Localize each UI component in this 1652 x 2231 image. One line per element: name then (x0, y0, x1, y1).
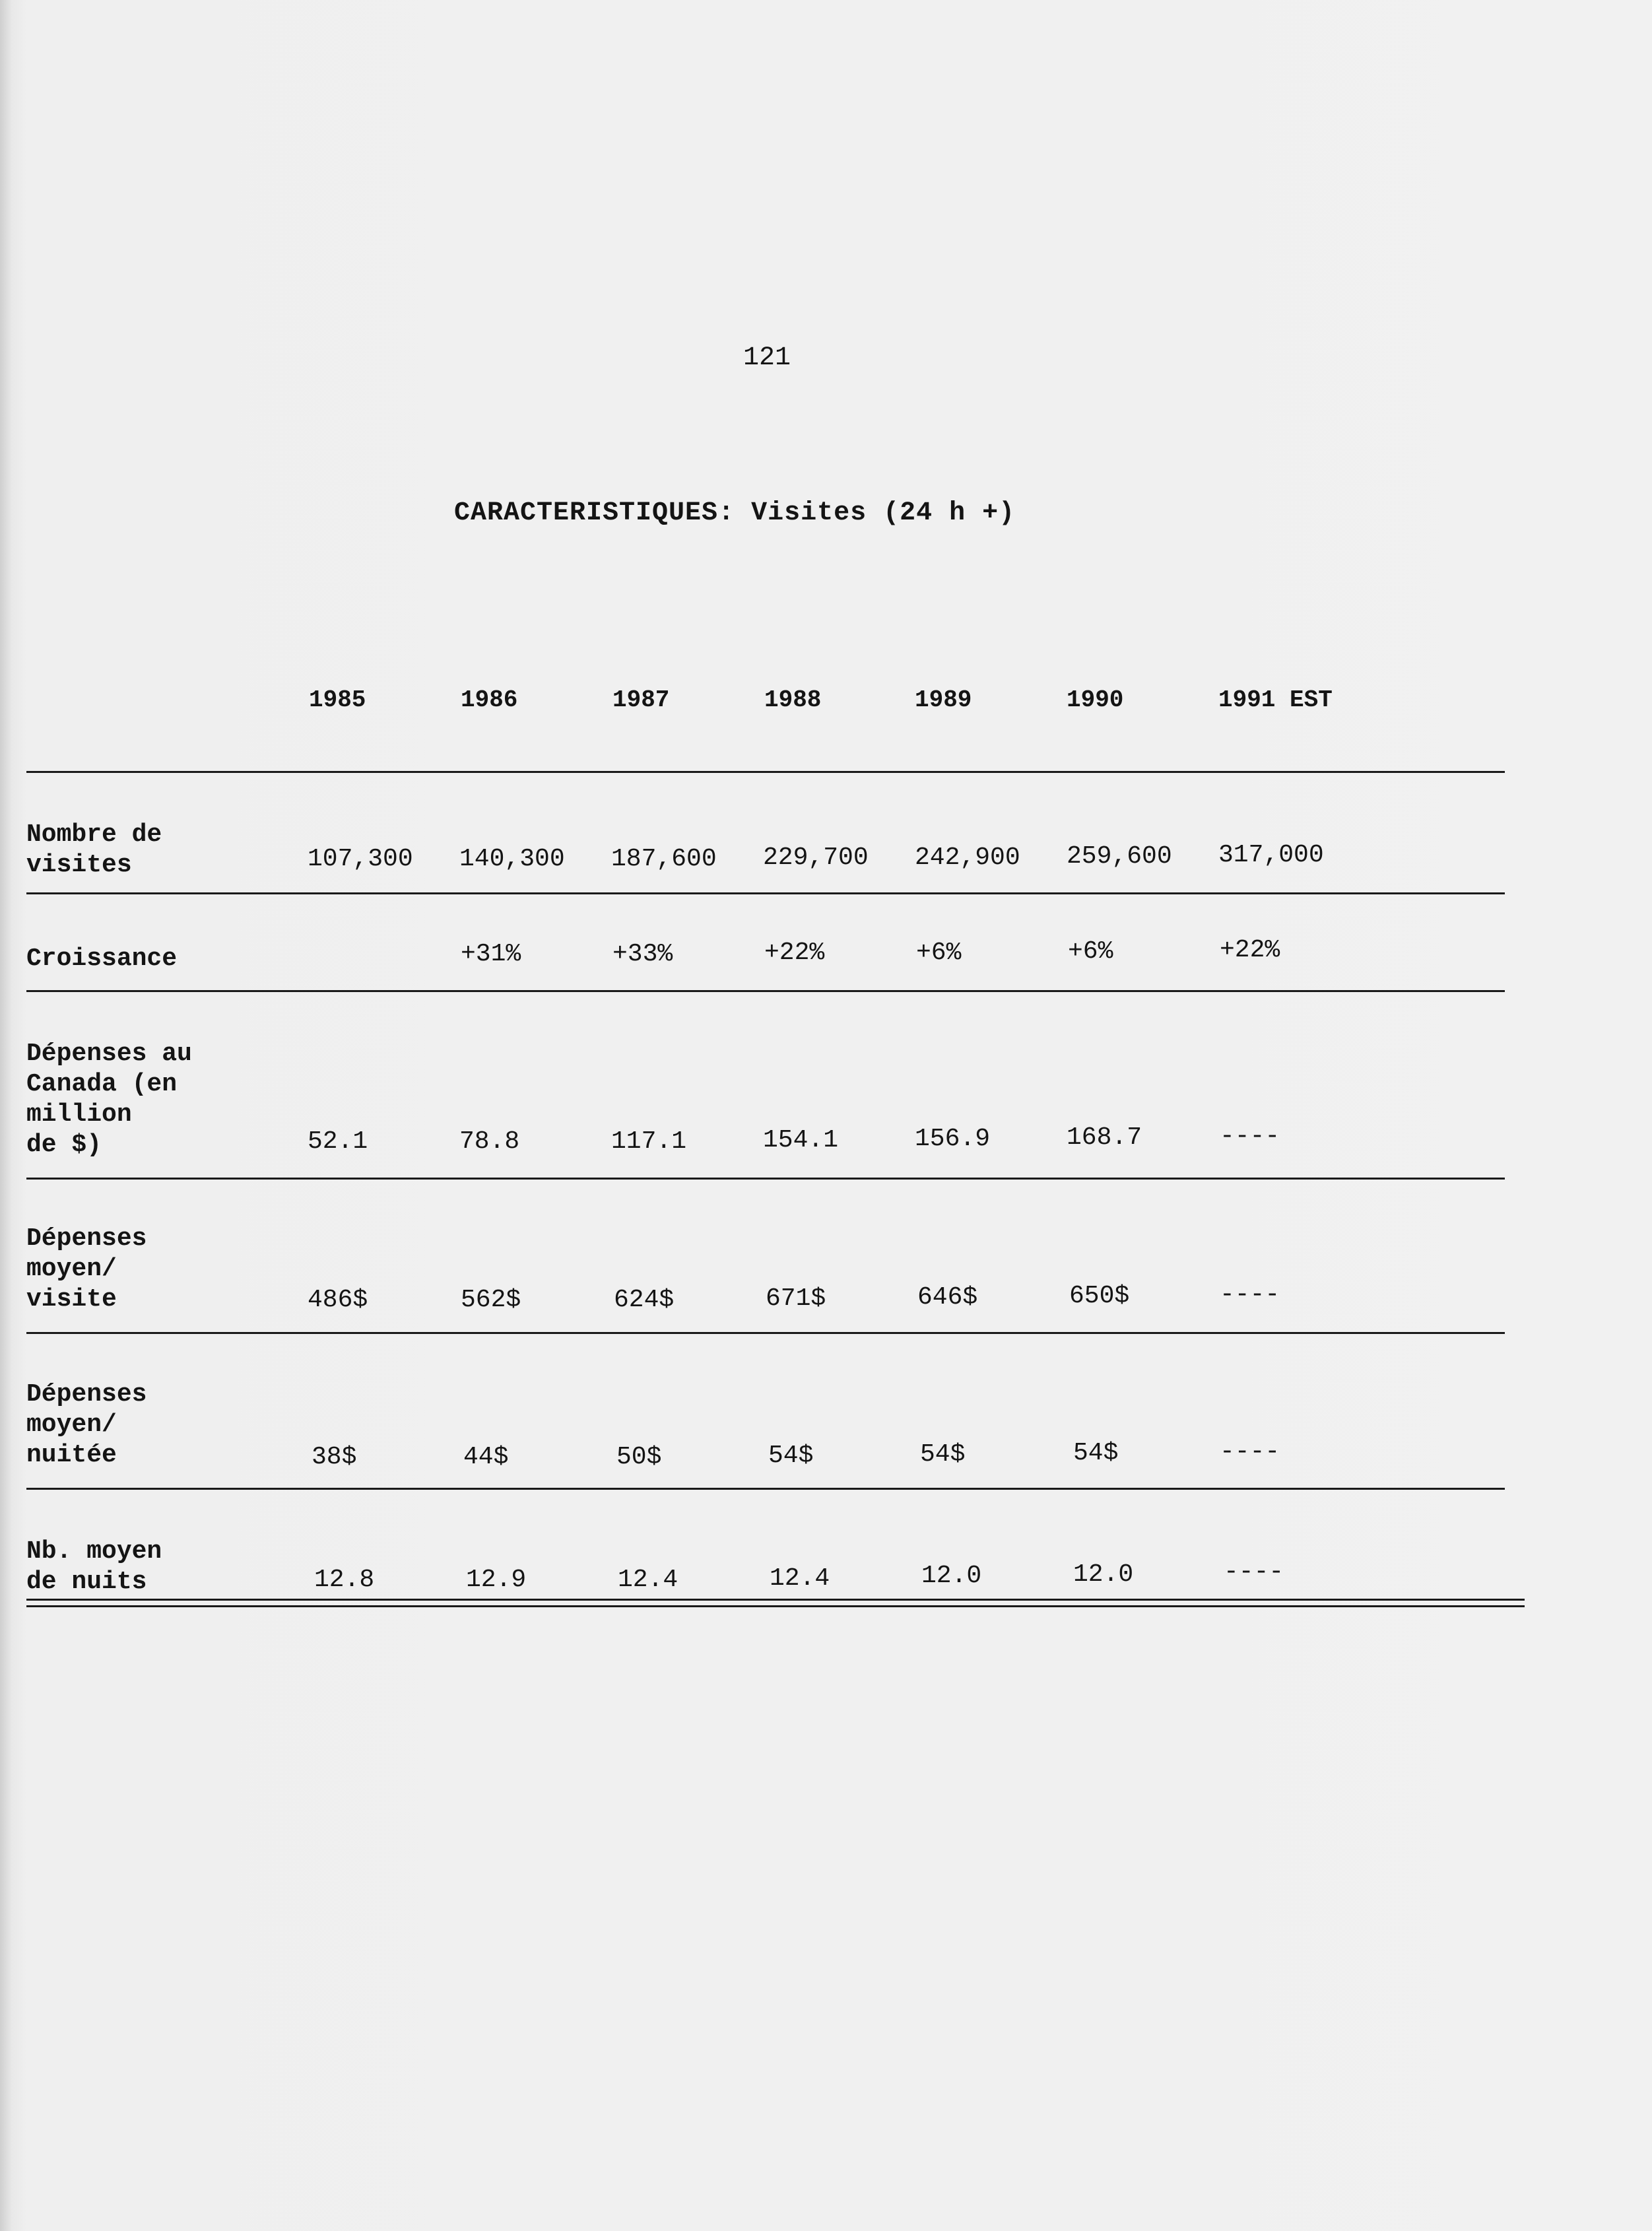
table-cell: +22% (764, 939, 825, 967)
col-header-1987: 1987 (612, 686, 670, 714)
table-cell: 117.1 (611, 1127, 687, 1156)
col-header-1989: 1989 (915, 686, 972, 714)
page-number: 121 (743, 343, 791, 373)
table-cell: +6% (916, 939, 962, 967)
table-cell: 38$ (312, 1443, 357, 1471)
row-label-depenses-canada: Dépenses au Canada (en million de $) (26, 1040, 192, 1159)
row-label-nb-nuits: Nb. moyen de nuits (26, 1537, 162, 1596)
table-cell: 650$ (1069, 1282, 1130, 1310)
row-rule (26, 892, 1505, 894)
table-cell: +33% (612, 940, 673, 968)
table-cell: 187,600 (611, 845, 717, 873)
table-cell: 646$ (917, 1283, 978, 1312)
table-cell: 259,600 (1067, 842, 1172, 871)
table-bottom-rule (26, 1599, 1525, 1601)
table-cell: ---- (1224, 1558, 1284, 1586)
table-cell: 50$ (616, 1443, 662, 1471)
table-cell: 54$ (1073, 1439, 1119, 1467)
table-cell: 107,300 (308, 845, 413, 873)
col-header-1988: 1988 (764, 686, 822, 714)
table-cell: 671$ (766, 1284, 826, 1313)
table-cell: 54$ (768, 1442, 814, 1470)
row-label-croissance: Croissance (26, 945, 178, 973)
table-cell: 229,700 (763, 844, 869, 872)
table-cell: 12.8 (314, 1566, 375, 1594)
row-rule (26, 990, 1505, 992)
table-cell: 486$ (308, 1286, 368, 1314)
table-cell: 154.1 (763, 1126, 839, 1154)
table-cell: 12.4 (770, 1564, 830, 1593)
row-rule (26, 1332, 1505, 1334)
row-rule (26, 1488, 1505, 1490)
row-label-depenses-visite: Dépenses moyen/ visite (26, 1224, 147, 1314)
table-cell: +6% (1068, 937, 1113, 966)
header-rule (26, 771, 1505, 773)
table-cell: 54$ (920, 1440, 966, 1469)
table-cell: ---- (1220, 1281, 1280, 1309)
table-cell: 140,300 (459, 845, 565, 873)
table-cell: 12.0 (921, 1562, 982, 1590)
table-cell: 242,900 (915, 844, 1020, 872)
table-cell: 12.9 (466, 1566, 527, 1594)
row-label-visites: Nombre de visites (26, 820, 162, 879)
table-cell: 562$ (461, 1286, 521, 1314)
table-cell: 78.8 (459, 1127, 520, 1156)
col-header-1990: 1990 (1067, 686, 1124, 714)
table-cell: ---- (1220, 1438, 1280, 1466)
table-cell: 624$ (614, 1286, 675, 1314)
table-bottom-rule (26, 1605, 1525, 1607)
table-cell: 168.7 (1067, 1123, 1142, 1152)
col-header-1991-est: 1991 EST (1218, 686, 1333, 714)
table-cell: +22% (1220, 936, 1280, 964)
table-cell: +31% (461, 940, 521, 968)
table-cell: 317,000 (1218, 841, 1324, 869)
row-label-depenses-nuitee: Dépenses moyen/ nuitée (26, 1380, 147, 1469)
table-title: CARACTERISTIQUES: Visites (24 h +) (454, 498, 1016, 528)
table-cell: 12.0 (1073, 1560, 1134, 1589)
table-cell: 12.4 (618, 1566, 678, 1594)
table-cell: 156.9 (915, 1125, 991, 1153)
col-header-1985: 1985 (309, 686, 366, 714)
table-cell: 44$ (463, 1443, 509, 1471)
table-cell: 52.1 (308, 1127, 368, 1156)
col-header-1986: 1986 (461, 686, 518, 714)
row-rule (26, 1178, 1505, 1180)
table-cell: ---- (1220, 1122, 1280, 1150)
